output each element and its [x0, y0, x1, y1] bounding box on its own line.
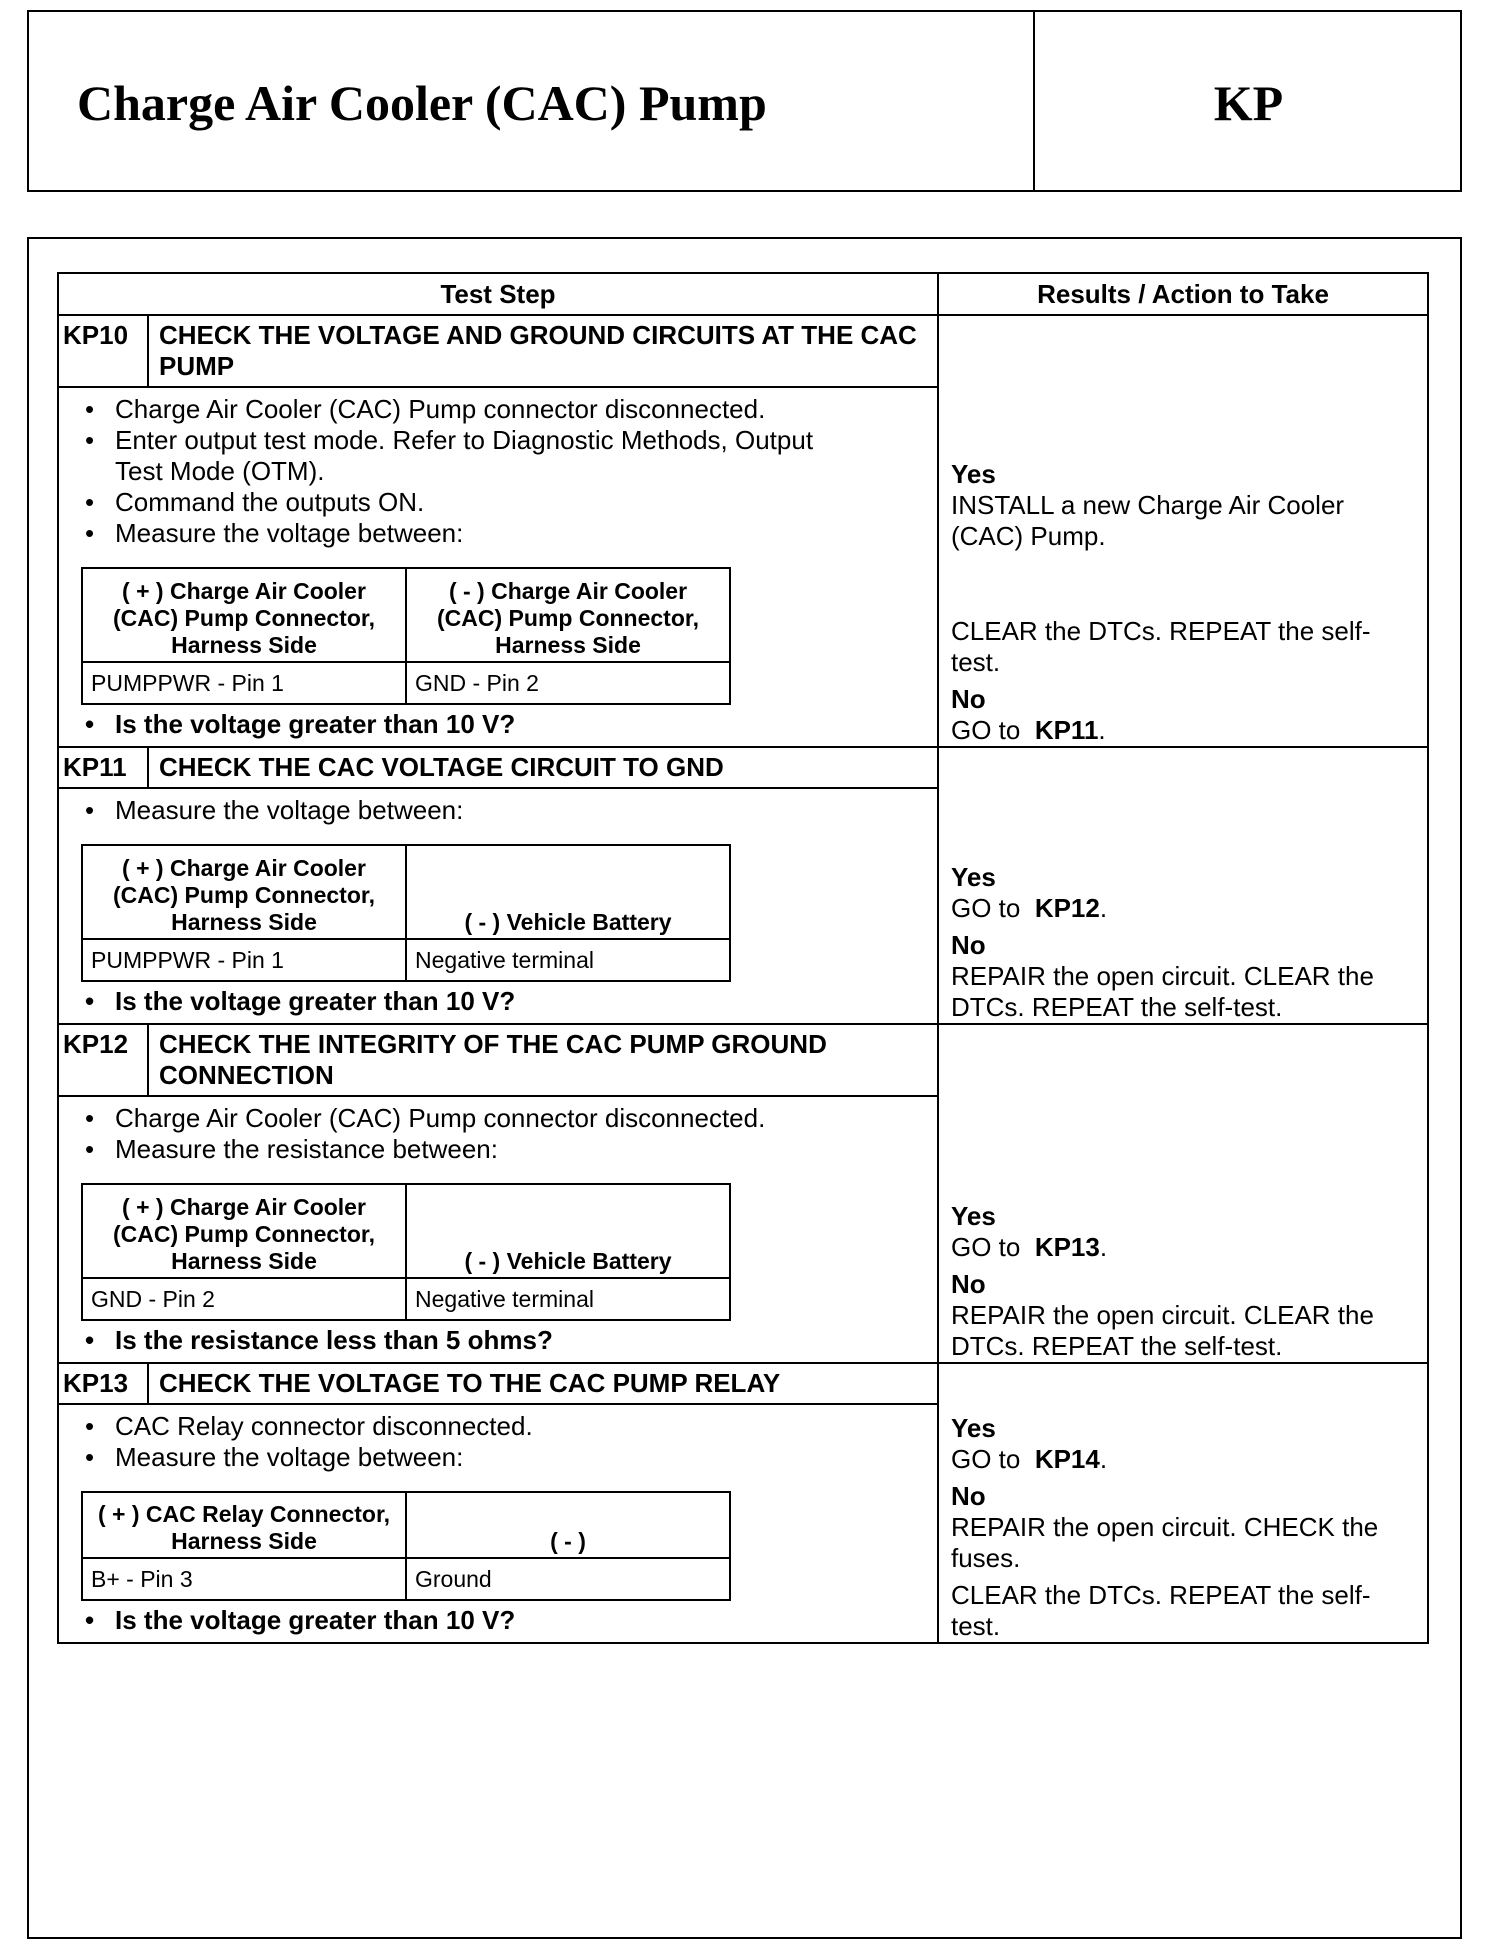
step-title-row [58, 747, 1428, 788]
measurement-value-positive: GND - Pin 2 [82, 1278, 406, 1320]
measurement-value-negative: Negative terminal [406, 1278, 730, 1320]
question: • Is the voltage greater than 10 V? [71, 986, 927, 1017]
step-result [938, 315, 1428, 747]
step-bullets [71, 394, 927, 549]
step-title: CHECK THE CAC VOLTAGE CIRCUIT TO GND [148, 747, 938, 788]
no-prefix: GO to [951, 715, 1021, 745]
step-bullets [71, 1103, 927, 1165]
question: • Is the voltage greater than 10 V? [71, 709, 927, 740]
list-item: • Measure the resistance between: [71, 1134, 927, 1165]
step-bullets [71, 795, 927, 826]
step-result [938, 1363, 1428, 1643]
step-title-row [58, 1363, 1428, 1404]
yes-action [951, 893, 1415, 924]
step-id: KP10 [58, 315, 148, 387]
yes-action [951, 1232, 1415, 1263]
list-item: • Charge Air Cooler (CAC) Pump connector disconnected. [71, 1103, 927, 1134]
measurement-table [81, 844, 731, 982]
no-action [951, 715, 1415, 746]
col-header-results: Results / Action to Take [938, 273, 1428, 315]
step-title: CHECK THE VOLTAGE AND GROUND CIRCUITS AT THE CAC PUMP [148, 315, 938, 387]
step-id: KP13 [58, 1363, 148, 1404]
yes-prefix: GO to [951, 1444, 1021, 1474]
no-action: REPAIR the open circuit. CLEAR the DTCs. REPEAT the self-test. [951, 961, 1374, 1022]
step-id: KP12 [58, 1024, 148, 1096]
list-item: • Charge Air Cooler (CAC) Pump connector disconnected. [71, 394, 927, 425]
list-item: • Measure the voltage between: [71, 795, 927, 826]
no-suffix: . [1098, 715, 1106, 745]
page-title: Charge Air Cooler (CAC) Pump [77, 75, 767, 131]
step-title-row [58, 315, 1428, 387]
yes-prefix: GO to [951, 1232, 1021, 1262]
measurement-header-negative: ( - ) Vehicle Battery [406, 1184, 730, 1278]
yes-label: Yes [951, 459, 996, 489]
question: • Is the resistance less than 5 ohms? [71, 1325, 927, 1356]
yes-action: INSTALL a new Charge Air Cooler (CAC) Pump. [951, 490, 1345, 551]
measurement-value-positive: PUMPPWR - Pin 1 [82, 662, 406, 704]
no-label: No [951, 1269, 986, 1299]
step-body [58, 788, 938, 1024]
step-bullets [71, 1411, 927, 1473]
col-header-test-step: Test Step [58, 273, 938, 315]
yes-label: Yes [951, 862, 996, 892]
no-label: No [951, 1481, 986, 1511]
yes-action-2: CLEAR the DTCs. REPEAT the self-test. [951, 616, 1371, 677]
goto-target: KP14 [1034, 1444, 1100, 1474]
measurement-header-negative: ( - ) Vehicle Battery [406, 845, 730, 939]
step-body [58, 387, 938, 747]
measurement-header-positive: ( + ) Charge Air Cooler (CAC) Pump Connector, Harness Side [82, 568, 406, 662]
no-action-2: CLEAR the DTCs. REPEAT the self-test. [951, 1580, 1371, 1641]
step-result [938, 1024, 1428, 1363]
goto-target: KP12 [1034, 893, 1100, 923]
measurement-header-positive: ( + ) Charge Air Cooler (CAC) Pump Connector, Harness Side [82, 1184, 406, 1278]
list-item: • Command the outputs ON. [71, 487, 927, 518]
yes-suffix: . [1099, 1444, 1108, 1474]
step-result [938, 747, 1428, 1024]
measurement-value-negative: Negative terminal [406, 939, 730, 981]
step-question [71, 709, 927, 740]
step-question [71, 1325, 927, 1356]
step-title: CHECK THE VOLTAGE TO THE CAC PUMP RELAY [148, 1363, 938, 1404]
list-item: • CAC Relay connector disconnected. [71, 1411, 927, 1442]
no-action: REPAIR the open circuit. CLEAR the DTCs. REPEAT the self-test. [951, 1300, 1374, 1361]
list-item: • Enter output test mode. Refer to Diagnostic Methods, Output Test Mode (OTM). [71, 425, 927, 487]
measurement-table [81, 1183, 731, 1321]
step-body [58, 1404, 938, 1643]
measurement-header-negative: ( - ) [406, 1492, 730, 1558]
list-item: • Measure the voltage between: [71, 1442, 927, 1473]
yes-prefix: GO to [951, 893, 1021, 923]
measurement-table [81, 567, 731, 705]
no-label: No [951, 684, 986, 714]
yes-label: Yes [951, 1201, 996, 1231]
yes-label: Yes [951, 1413, 996, 1443]
measurement-header-positive: ( + ) CAC Relay Connector, Harness Side [82, 1492, 406, 1558]
measurement-header-negative: ( - ) Charge Air Cooler (CAC) Pump Connector, Harness Side [406, 568, 730, 662]
goto-target: KP11 [1034, 715, 1099, 745]
no-action: REPAIR the open circuit. CHECK the fuses. [951, 1512, 1379, 1573]
measurement-header-positive: ( + ) Charge Air Cooler (CAC) Pump Connector, Harness Side [82, 845, 406, 939]
yes-action [951, 1444, 1415, 1475]
page-header [27, 10, 1462, 192]
step-body [58, 1096, 938, 1363]
section-code: KP [1213, 75, 1284, 131]
question: • Is the voltage greater than 10 V? [71, 1605, 927, 1636]
step-id: KP11 [58, 747, 148, 788]
measurement-value-positive: B+ - Pin 3 [82, 1558, 406, 1600]
test-step-table [57, 272, 1429, 1644]
goto-target: KP13 [1034, 1232, 1100, 1262]
step-title-row [58, 1024, 1428, 1096]
step-question [71, 986, 927, 1017]
step-question [71, 1605, 927, 1636]
measurement-value-positive: PUMPPWR - Pin 1 [82, 939, 406, 981]
yes-suffix: . [1099, 893, 1108, 923]
measurement-value-negative: GND - Pin 2 [406, 662, 730, 704]
measurement-table [81, 1491, 731, 1601]
no-label: No [951, 930, 986, 960]
list-item: • Measure the voltage between: [71, 518, 927, 549]
step-title: CHECK THE INTEGRITY OF THE CAC PUMP GROUND CONNECTION [148, 1024, 938, 1096]
yes-suffix: . [1099, 1232, 1108, 1262]
table-header-row [58, 273, 1428, 315]
measurement-value-negative: Ground [406, 1558, 730, 1600]
